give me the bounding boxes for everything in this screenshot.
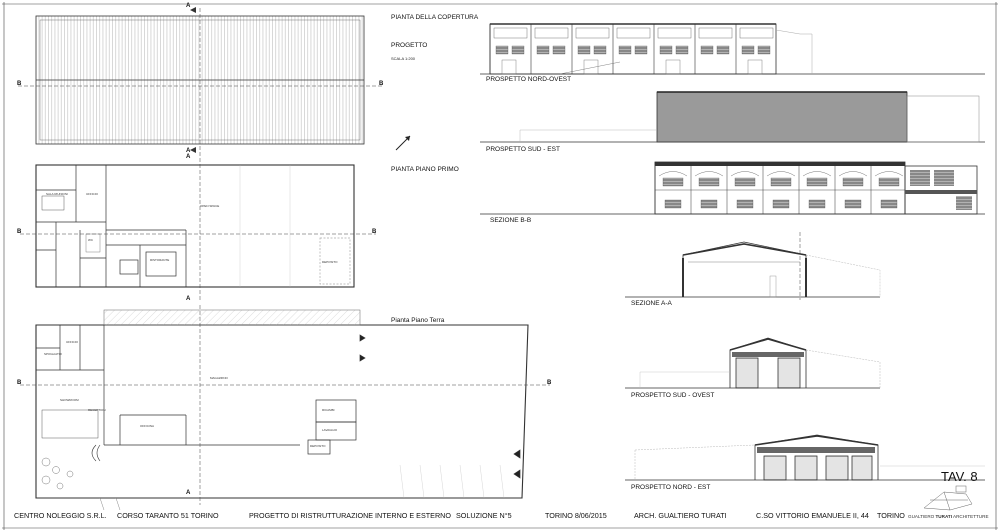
- footer-solution: SOLUZIONE N°5: [456, 511, 512, 520]
- room-label: LAVAGGIO: [322, 428, 338, 432]
- marker-b-right-ground: B: [547, 380, 552, 386]
- first-floor-plan: [20, 152, 376, 300]
- ground-floor-title: Pianta Piano Terra: [391, 317, 445, 324]
- room-label: OFFICINA: [140, 424, 154, 428]
- room-label: DEPOSITO: [310, 444, 326, 448]
- footer-office: C.SO VITTORIO EMANUELE II, 44: [756, 511, 869, 520]
- footer-address: CORSO TARANTO 51 TORINO: [117, 511, 219, 520]
- elevation-label-north-west: PROSPETTO NORD-OVEST: [486, 76, 572, 83]
- room-label: RECEPTION: [88, 408, 106, 412]
- footer-office-city: TORINO: [877, 511, 905, 520]
- marker-b-right-roof: B: [379, 81, 384, 87]
- roof-plan: [18, 7, 382, 153]
- room-label: UFFICIO: [86, 192, 98, 196]
- footer-company: CENTRO NOLEGGIO S.R.L.: [14, 511, 107, 520]
- project-scale: SCALA 1:200: [391, 56, 416, 61]
- elevation-label-south-east: PROSPETTO SUD - EST: [486, 146, 560, 153]
- room-label: DEPOSITO: [322, 260, 338, 264]
- marker-b-right-first: B: [372, 229, 377, 235]
- room-label: MAGAZZINO: [210, 376, 228, 380]
- section-b-b: [480, 162, 985, 214]
- section-label-a-a: SEZIONE A-A: [631, 300, 672, 307]
- brand-suffix: ARCHITETTURE: [953, 514, 989, 519]
- room-label: SALA RIUNIONI: [46, 192, 68, 196]
- marker-b-left-roof: B: [17, 81, 22, 87]
- room-label: RICAMBI: [322, 408, 335, 412]
- elevation-south-east: [480, 92, 985, 142]
- architect-brand: [908, 514, 989, 519]
- footer-place-date: TORINO 8/06/2015: [545, 511, 607, 520]
- room-label: WC: [88, 238, 93, 242]
- brand-name: GUALTIERO: [908, 514, 935, 519]
- room-label: OPEN SPACE: [200, 204, 220, 208]
- project-title: PROGETTO: [391, 42, 428, 49]
- section-label-b-b: SEZIONE B-B: [490, 217, 532, 224]
- marker-a-bottom-first: A: [186, 296, 191, 302]
- marker-a-bottom-ground: A: [186, 490, 191, 496]
- room-label: UFFICIO: [66, 340, 78, 344]
- roof-plan-title: PIANTA DELLA COPERTURA: [391, 14, 479, 21]
- room-label: RISTORANTE: [150, 258, 170, 262]
- footer-architect: ARCH. GUALTIERO TURATI: [634, 511, 727, 520]
- elevation-north-east: [625, 435, 985, 480]
- elevation-label-south-west: PROSPETTO SUD - OVEST: [631, 392, 715, 399]
- section-a-a: [625, 232, 880, 300]
- elevation-south-west: [625, 338, 880, 388]
- elevation-label-north-east: PROSPETTO NORD - EST: [631, 484, 711, 491]
- sheet-number: TAV. 8: [941, 469, 978, 484]
- footer-project: PROGETTO DI RISTRUTTURAZIONE INTERNO E ESTERNO: [249, 511, 451, 520]
- elevation-north-west: [480, 24, 985, 74]
- marker-a-bottom-roof: A: [186, 148, 191, 154]
- brand-bold: TURATI: [935, 514, 952, 519]
- north-arrow: [396, 136, 410, 150]
- room-label: SPOGLIATOI: [44, 352, 62, 356]
- first-floor-title: PIANTA PIANO PRIMO: [391, 166, 459, 173]
- marker-a-top-roof: A: [186, 3, 191, 9]
- room-label: SHOWROOM: [60, 398, 79, 402]
- brand-logo: [924, 486, 972, 510]
- marker-b-left-first: B: [17, 229, 22, 235]
- marker-b-left-ground: B: [17, 380, 22, 386]
- marker-a-top-first: A: [186, 154, 191, 160]
